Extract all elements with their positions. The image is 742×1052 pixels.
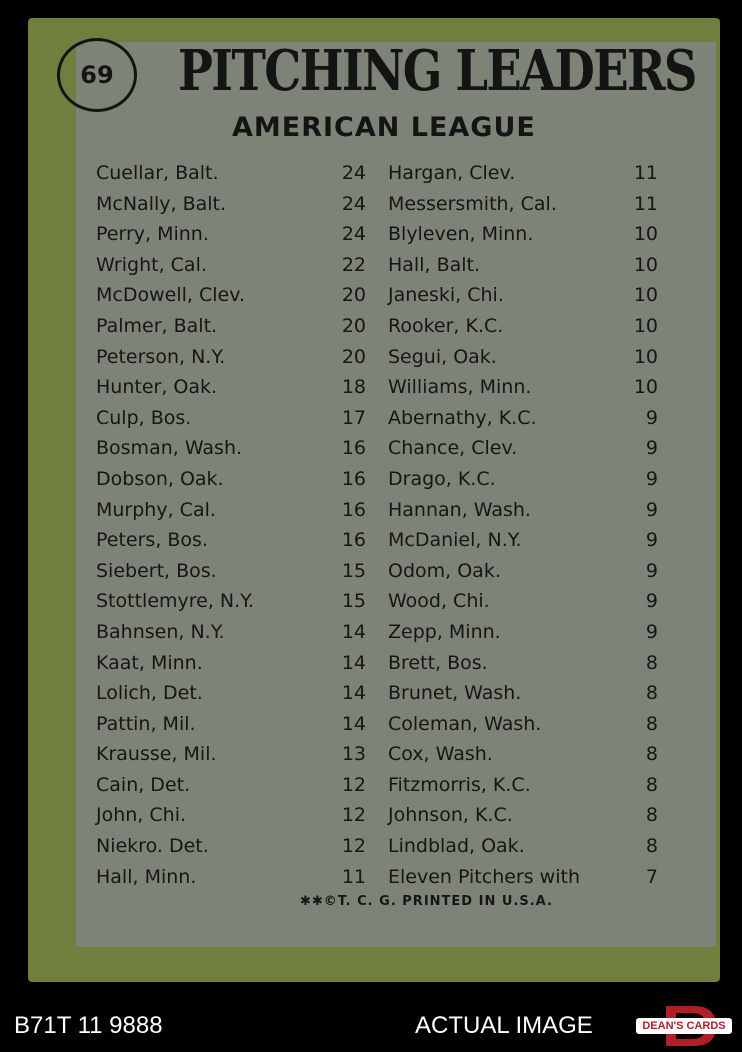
leader-row bbox=[96, 525, 366, 556]
leader-row bbox=[388, 311, 658, 342]
win-count: 9 bbox=[645, 406, 658, 429]
leader-row bbox=[96, 464, 366, 495]
pitcher-name: Wood, Chi. bbox=[388, 590, 490, 613]
pitcher-name: Cain, Det. bbox=[96, 773, 191, 796]
pitcher-name: McDaniel, N.Y. bbox=[388, 529, 522, 552]
pitcher-name: Wright, Cal. bbox=[96, 253, 207, 276]
pitcher-name: Fitzmorris, K.C. bbox=[388, 773, 531, 796]
leader-row bbox=[96, 342, 366, 373]
win-count: 18 bbox=[341, 376, 366, 399]
leader-row bbox=[96, 311, 366, 342]
pitcher-name: Kaat, Minn. bbox=[96, 651, 203, 674]
pitcher-name: Peters, Bos. bbox=[96, 529, 208, 552]
pitcher-name: Culp, Bos. bbox=[96, 406, 192, 429]
pitcher-name: Brunet, Wash. bbox=[388, 682, 522, 705]
win-count: 8 bbox=[645, 682, 658, 705]
pitcher-name: Hunter, Oak. bbox=[96, 376, 218, 399]
pitcher-name: Cox, Wash. bbox=[388, 743, 493, 766]
win-count: 9 bbox=[645, 467, 658, 490]
pitcher-name: Peterson, N.Y. bbox=[96, 345, 226, 368]
leader-row bbox=[96, 280, 366, 311]
leader-row bbox=[388, 464, 658, 495]
leader-row bbox=[388, 433, 658, 464]
pitcher-name: Siebert, Bos. bbox=[96, 559, 217, 582]
leader-row bbox=[96, 862, 366, 893]
leader-row bbox=[96, 586, 366, 617]
pitcher-name: Perry, Minn. bbox=[96, 223, 209, 246]
pitcher-name: Krausse, Mil. bbox=[96, 743, 217, 766]
pitcher-name: McDowell, Clev. bbox=[96, 284, 246, 307]
leader-row bbox=[388, 219, 658, 250]
leader-row bbox=[96, 648, 366, 679]
win-count: 24 bbox=[341, 192, 366, 215]
win-count: 8 bbox=[645, 743, 658, 766]
win-count: 10 bbox=[633, 376, 658, 399]
left-leaders-column bbox=[96, 158, 366, 892]
card-number-badge bbox=[57, 38, 137, 112]
leader-row bbox=[388, 586, 658, 617]
pitcher-name: Chance, Clev. bbox=[388, 437, 518, 460]
leader-row bbox=[388, 770, 658, 801]
leader-row bbox=[388, 495, 658, 526]
win-count: 9 bbox=[645, 437, 658, 460]
leader-row bbox=[388, 372, 658, 403]
leader-row bbox=[96, 617, 366, 648]
win-count: 17 bbox=[341, 406, 366, 429]
win-count: 22 bbox=[341, 253, 366, 276]
win-count: 8 bbox=[645, 804, 658, 827]
leader-row bbox=[96, 495, 366, 526]
win-count: 9 bbox=[645, 620, 658, 643]
leader-row bbox=[388, 862, 658, 893]
win-count: 8 bbox=[645, 773, 658, 796]
right-leaders-column bbox=[388, 158, 658, 892]
listing-sku: B71T 11 9888 bbox=[14, 1012, 163, 1039]
pitcher-name: Odom, Oak. bbox=[388, 559, 501, 582]
logo-text: DEAN'S CARDS bbox=[636, 1018, 732, 1034]
win-count: 14 bbox=[341, 682, 366, 705]
win-count: 14 bbox=[341, 712, 366, 735]
leader-row bbox=[96, 831, 366, 862]
pitcher-name: Messersmith, Cal. bbox=[388, 192, 557, 215]
win-count: 12 bbox=[341, 835, 366, 858]
pitcher-name: Stottlemyre, N.Y. bbox=[96, 590, 254, 613]
pitcher-name: Segui, Oak. bbox=[388, 345, 497, 368]
win-count: 20 bbox=[341, 345, 366, 368]
leader-row bbox=[388, 709, 658, 740]
win-count: 15 bbox=[341, 559, 366, 582]
win-count: 8 bbox=[645, 712, 658, 735]
pitcher-name: Bosman, Wash. bbox=[96, 437, 243, 460]
leader-row bbox=[96, 219, 366, 250]
pitcher-name: Hargan, Clev. bbox=[388, 162, 516, 184]
win-count: 24 bbox=[341, 223, 366, 246]
card-title: PITCHING LEADERS bbox=[178, 38, 696, 104]
leader-row bbox=[388, 800, 658, 831]
win-count: 9 bbox=[645, 590, 658, 613]
win-count: 20 bbox=[341, 314, 366, 337]
pitcher-name: Pattin, Mil. bbox=[96, 712, 196, 735]
win-count: 11 bbox=[633, 162, 658, 184]
leader-row bbox=[96, 800, 366, 831]
win-count: 10 bbox=[633, 314, 658, 337]
pitcher-name: Lindblad, Oak. bbox=[388, 835, 525, 858]
win-count: 8 bbox=[645, 835, 658, 858]
pitcher-name: Drago, K.C. bbox=[388, 467, 496, 490]
leader-row bbox=[388, 617, 658, 648]
win-count: 20 bbox=[341, 284, 366, 307]
leader-row bbox=[388, 739, 658, 770]
leader-row bbox=[388, 280, 658, 311]
win-count: 9 bbox=[645, 559, 658, 582]
pitcher-name: Palmer, Balt. bbox=[96, 314, 218, 337]
win-count: 11 bbox=[633, 192, 658, 215]
pitcher-name: Dobson, Oak. bbox=[96, 467, 224, 490]
deans-cards-logo bbox=[636, 1004, 732, 1048]
leader-row bbox=[388, 250, 658, 281]
leader-row bbox=[388, 648, 658, 679]
leader-row bbox=[388, 342, 658, 373]
leader-row bbox=[96, 403, 366, 434]
pitcher-name: Williams, Minn. bbox=[388, 376, 532, 399]
leader-row bbox=[388, 403, 658, 434]
leader-row bbox=[96, 556, 366, 587]
win-count: 7 bbox=[645, 865, 658, 888]
win-count: 24 bbox=[341, 162, 366, 184]
leader-row bbox=[96, 372, 366, 403]
league-subtitle: AMERICAN LEAGUE bbox=[232, 112, 536, 143]
win-count: 10 bbox=[633, 284, 658, 307]
leader-row bbox=[96, 189, 366, 220]
pitcher-name: Niekro. Det. bbox=[96, 835, 209, 858]
win-count: 8 bbox=[645, 651, 658, 674]
pitcher-name: McNally, Balt. bbox=[96, 192, 227, 215]
win-count: 14 bbox=[341, 651, 366, 674]
win-count: 16 bbox=[341, 498, 366, 521]
win-count: 14 bbox=[341, 620, 366, 643]
win-count: 10 bbox=[633, 253, 658, 276]
leader-row bbox=[388, 525, 658, 556]
win-count: 10 bbox=[633, 345, 658, 368]
leader-row bbox=[388, 556, 658, 587]
leader-row bbox=[388, 678, 658, 709]
leader-row bbox=[96, 770, 366, 801]
pitcher-name: Janeski, Chi. bbox=[388, 284, 504, 307]
leader-row bbox=[96, 739, 366, 770]
win-count: 12 bbox=[341, 773, 366, 796]
win-count: 10 bbox=[633, 223, 658, 246]
win-count: 16 bbox=[341, 529, 366, 552]
win-count: 16 bbox=[341, 437, 366, 460]
leader-row bbox=[96, 158, 366, 189]
win-count: 12 bbox=[341, 804, 366, 827]
leader-row bbox=[96, 250, 366, 281]
win-count: 9 bbox=[645, 529, 658, 552]
leader-row bbox=[96, 678, 366, 709]
pitcher-name: Hall, Balt. bbox=[388, 253, 481, 276]
pitcher-name: Blyleven, Minn. bbox=[388, 223, 534, 246]
leader-row bbox=[96, 433, 366, 464]
win-count: 15 bbox=[341, 590, 366, 613]
pitcher-name: Brett, Bos. bbox=[388, 651, 488, 674]
pitcher-name: Cuellar, Balt. bbox=[96, 162, 219, 184]
card-number: 69 bbox=[80, 61, 114, 89]
pitcher-name: Zepp, Minn. bbox=[388, 620, 501, 643]
copyright-line: ✱✱©T. C. G. PRINTED IN U.S.A. bbox=[300, 894, 553, 909]
pitcher-name: Murphy, Cal. bbox=[96, 498, 216, 521]
pitcher-name: Hannan, Wash. bbox=[388, 498, 531, 521]
pitcher-name: Eleven Pitchers with bbox=[388, 865, 580, 888]
pitcher-name: Coleman, Wash. bbox=[388, 712, 542, 735]
win-count: 11 bbox=[341, 865, 366, 888]
pitcher-name: Johnson, K.C. bbox=[388, 804, 513, 827]
win-count: 9 bbox=[645, 498, 658, 521]
leader-row bbox=[388, 831, 658, 862]
pitcher-name: Abernathy, K.C. bbox=[388, 406, 537, 429]
leader-row bbox=[388, 158, 658, 189]
win-count: 13 bbox=[341, 743, 366, 766]
pitcher-name: Lolich, Det. bbox=[96, 682, 203, 705]
pitcher-name: Bahnsen, N.Y. bbox=[96, 620, 225, 643]
pitcher-name: Rooker, K.C. bbox=[388, 314, 504, 337]
leader-row bbox=[388, 189, 658, 220]
pitcher-name: Hall, Minn. bbox=[96, 865, 197, 888]
pitcher-name: John, Chi. bbox=[96, 804, 187, 827]
actual-image-label: ACTUAL IMAGE bbox=[415, 1012, 593, 1039]
leader-row bbox=[96, 709, 366, 740]
win-count: 16 bbox=[341, 467, 366, 490]
